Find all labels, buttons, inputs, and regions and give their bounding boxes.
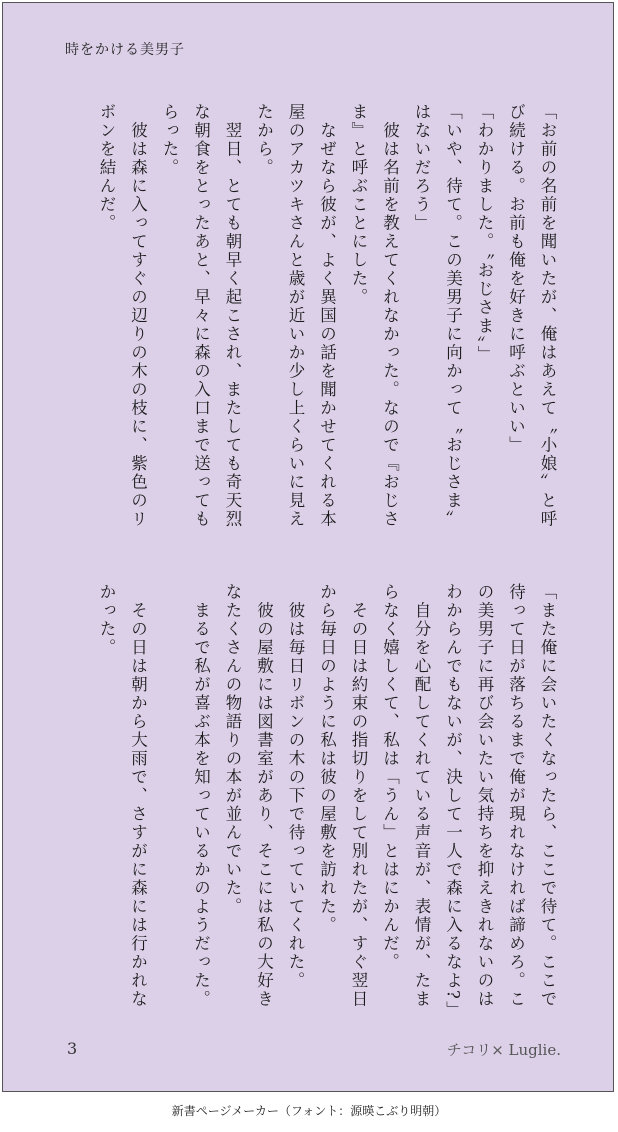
paragraph: 彼の屋敷には図書室があり、そこには私の大好きなたくさんの物語りの本が並んでいた。 bbox=[223, 583, 274, 1009]
paragraph: まるで私が喜ぶ本を知っているかのようだった。 bbox=[191, 583, 211, 1009]
paragraph: 自分を心配してくれている声音が、表情が、たまらなく嬉しくて、私は「うん」とはにかんだ。 bbox=[380, 583, 431, 1009]
blank-line bbox=[154, 583, 186, 1013]
page-title: 時をかける美男子 bbox=[65, 42, 185, 58]
paragraph: その日は約束の指切りをして別れたが、すぐ翌日から毎日のように私は彼の屋敷を訪れた。 bbox=[317, 583, 368, 1009]
paragraph: 彼は森に入ってすぐの辺りの木の枝に、紫色のリボンを結んだ。 bbox=[97, 103, 148, 529]
paragraph: 彼は名前を教えてくれなかった。なので『おじさま』と呼ぶことにした。 bbox=[349, 103, 400, 529]
paragraph: なぜなら彼が、よく異国の話を聞かせてくれる本屋のアカツキさんと歳が近いか少し上くらいに見えたから。 bbox=[254, 103, 337, 529]
paragraph: 「お前の名前を聞いたが、俺はあえて〝小娘〟と呼び続ける。お前も俺を好きに呼ぶといい」 bbox=[506, 103, 557, 529]
paragraph: 「わかりました。〝おじさま〟」 bbox=[475, 103, 494, 364]
manuscript-page bbox=[2, 2, 614, 1092]
paragraph: 「いや、待て。この美男子に向かって〝おじさま〟はないだろう」 bbox=[412, 103, 463, 529]
author-credit: チコリ× Luglie. bbox=[446, 1041, 561, 1059]
paragraph: 彼は毎日リボンの木の下で待っていてくれた。 bbox=[286, 583, 305, 990]
lower-text-block bbox=[63, 583, 563, 1020]
generator-credit: 新書ページメーカー（フォント：源暎こぶり明朝） bbox=[171, 1104, 447, 1118]
paragraph: 「また俺に会いたくなったら、ここで待て。ここで待って日が落ちるまで俺が現れなければ諦めろ。この美男子に再び会いたい気持ちを抑えきれないのはわからんでもないが、決して一人で森に入るなよ?」 bbox=[443, 583, 557, 1020]
paragraph: その日は朝から大雨で、さすがに森には行かれなかった。 bbox=[97, 583, 148, 1009]
upper-text-block bbox=[63, 103, 563, 533]
paragraph: 翌日、とても朝早く起こされ、またしても奇天烈な朝食をとったあと、早々に森の入口まで送ってもらった。 bbox=[160, 103, 242, 529]
page-number: 3 bbox=[67, 1039, 78, 1058]
